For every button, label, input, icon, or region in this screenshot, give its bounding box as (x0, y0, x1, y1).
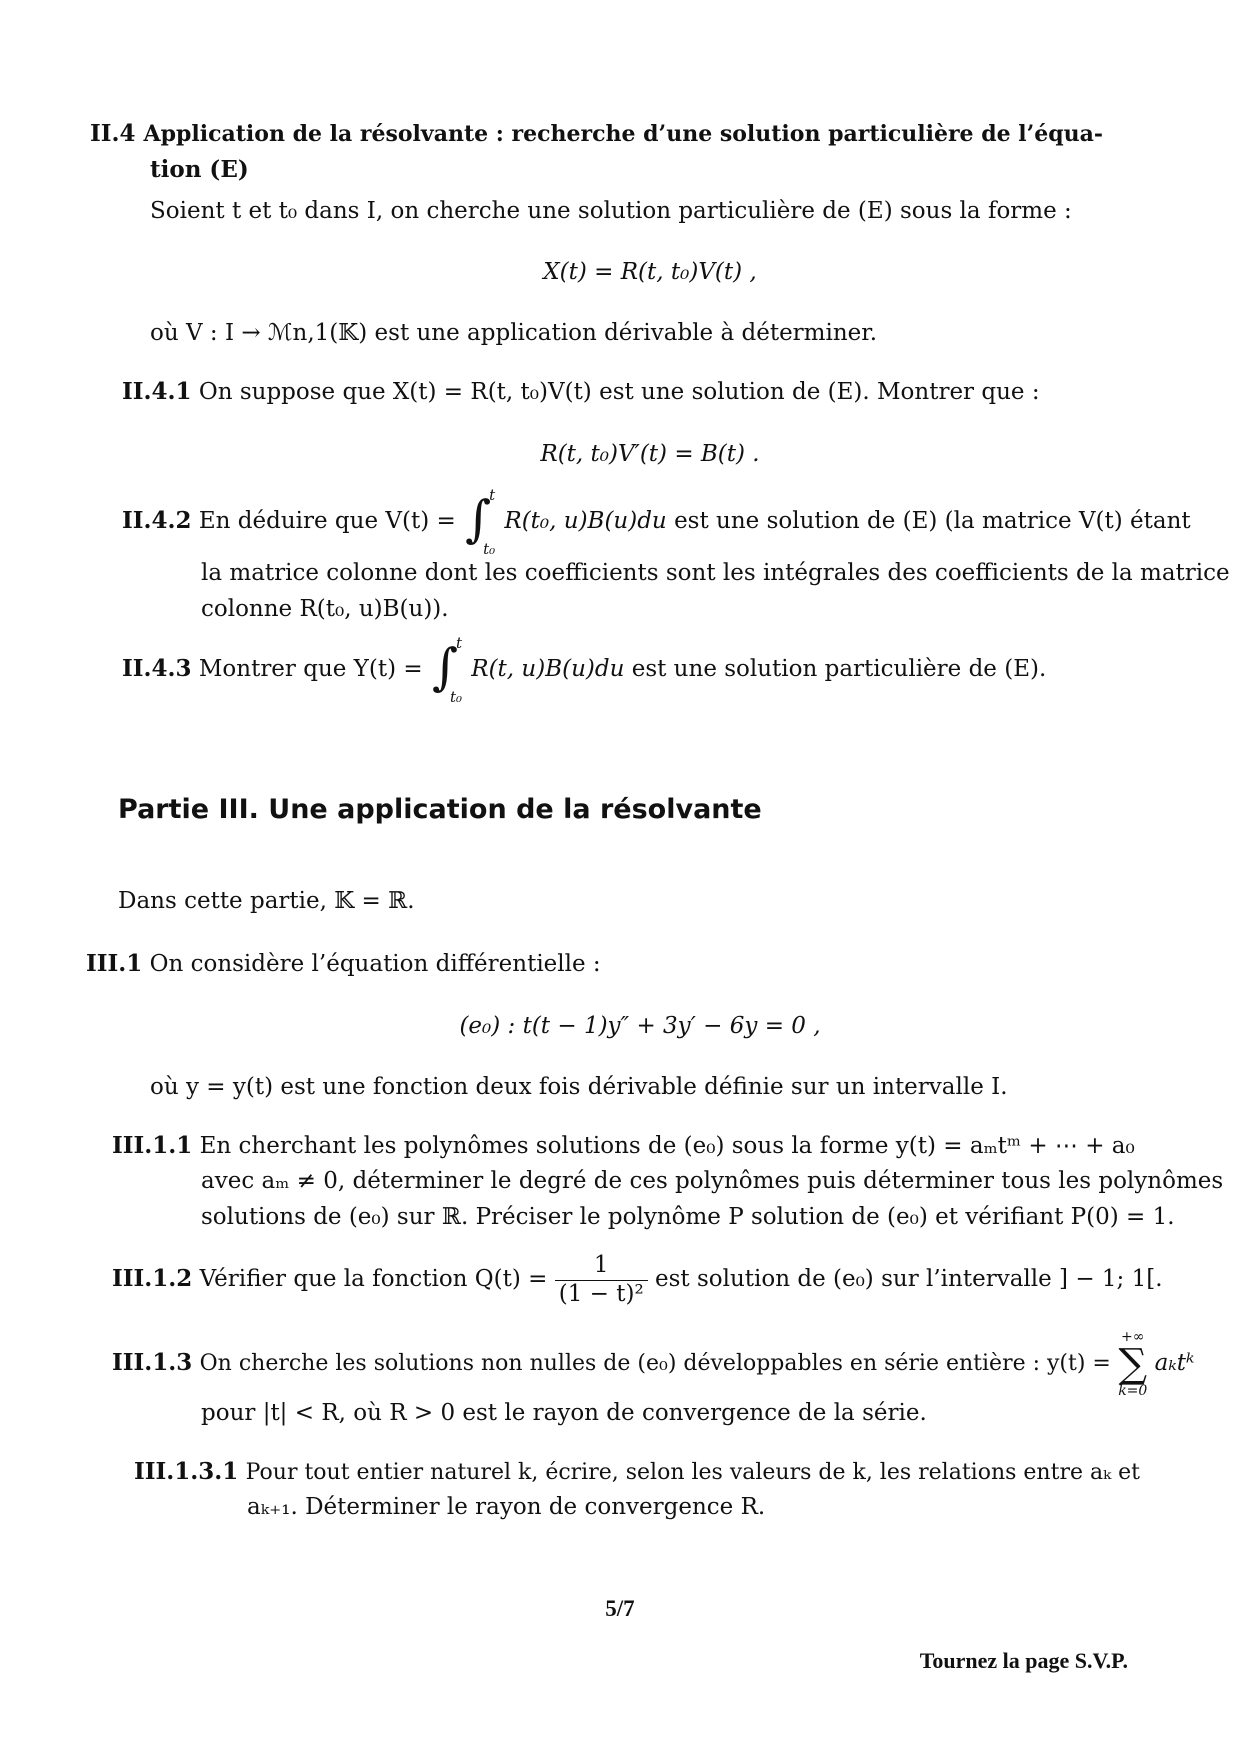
question-III12 (112, 1252, 1163, 1308)
question-text-pre: On cherche les solutions non nulles de (e₀) développables en série entière : y(t) = (199, 1351, 1111, 1376)
part-intro: Dans cette partie, 𝕂 = ℝ. (118, 888, 415, 914)
fraction-denominator: (1 − t)² (558, 1280, 644, 1307)
part-title: Partie III. Une application de la résolvante (118, 794, 762, 825)
sum-upper-limit: +∞ (1121, 1329, 1145, 1345)
section-heading-II4 (90, 118, 1103, 150)
question-text-line1: Pour tout entier naturel k, écrire, selon les valeurs de k, les relations entre aₖ et (245, 1460, 1140, 1485)
question-II42-line2: la matrice colonne dont les coefficients sont les intégrales des coefficients de la matrice (201, 560, 1230, 586)
question-III13-line2: pour |t| < R, où R > 0 est le rayon de convergence de la série. (201, 1400, 927, 1426)
question-III11-line2: avec aₘ ≠ 0, déterminer le degré de ces polynômes puis déterminer tous les polynômes (201, 1168, 1224, 1194)
question-III131 (134, 1456, 1140, 1488)
integral-lower-limit: t₀ (449, 688, 462, 706)
fraction (555, 1252, 648, 1308)
fraction-numerator: 1 (555, 1252, 648, 1281)
question-number: III.1.3 (112, 1349, 193, 1376)
turn-page-note: Tournez la page S.V.P. (919, 1648, 1128, 1673)
question-number: II.4.2 (122, 507, 192, 534)
question-II41 (122, 376, 1040, 408)
question-text: On suppose que X(t) = R(t, t₀)V(t) est une solution de (E). Montrer que : (198, 379, 1040, 405)
question-III11-line3: solutions de (e₀) sur ℝ. Préciser le polynôme P solution de (e₀) et vérifiant P(0) = 1. (201, 1204, 1175, 1230)
question-text-post: est solution de (e₀) sur l’intervalle ] − 1; 1[. (655, 1266, 1163, 1293)
integrand: R(t₀, u)B(u)du (504, 508, 667, 534)
section-number: II.4 (90, 120, 136, 147)
question-number: III.1.2 (112, 1265, 193, 1293)
question-number: III.1.1 (112, 1132, 193, 1159)
section-where: où V : I → ℳn,1(𝕂) est une application dérivable à déterminer. (150, 320, 878, 346)
page-number: 5/7 (605, 1596, 635, 1621)
section-title-line1: Application de la résolvante : recherche d’une solution particulière de l’équa- (143, 121, 1104, 147)
question-text-pre: Vérifier que la fonction Q(t) = (199, 1266, 548, 1293)
question-III1-where: où y = y(t) est une fonction deux fois dérivable définie sur un intervalle I. (150, 1074, 1008, 1100)
question-number: III.1.3.1 (134, 1458, 239, 1485)
integrand: R(t, u)B(u)du (471, 656, 625, 682)
integral-sign: ∫ t t₀ (431, 634, 462, 706)
equation-X: X(t) = R(t, t₀)V(t) , (543, 259, 757, 285)
section-title-line2: tion (E) (150, 156, 249, 183)
question-III11 (112, 1130, 1135, 1162)
summation: +∞ ∑ k=0 (1118, 1329, 1148, 1399)
equation-RV: R(t, t₀)V′(t) = B(t) . (540, 441, 760, 467)
sum-lower-limit: k=0 (1118, 1383, 1148, 1399)
section-intro: Soient t et t₀ dans I, on cherche une solution particulière de (E) sous la forme : (150, 198, 1072, 224)
question-text-pre: En déduire que V(t) = (198, 508, 456, 534)
question-II43 (122, 634, 1047, 706)
question-number: III.1 (86, 950, 143, 977)
question-III13 (112, 1330, 1194, 1398)
question-III131-line2: aₖ₊₁. Déterminer le rayon de convergence R. (247, 1494, 766, 1520)
integral-sign: ∫ t t₀ (465, 486, 496, 558)
sum-term: aₖtᵏ (1154, 1350, 1195, 1376)
question-number: II.4.1 (122, 378, 192, 405)
integral-upper-limit: t (455, 634, 462, 652)
integral-lower-limit: t₀ (483, 540, 496, 558)
question-text-pre: Montrer que Y(t) = (198, 656, 423, 682)
question-text-post: est une solution particulière de (E). (631, 656, 1047, 682)
question-II42-line3: colonne R(t₀, u)B(u)). (201, 596, 449, 622)
question-text-line1: En cherchant les polynômes solutions de (e₀) sous la forme y(t) = aₘtᵐ + ⋯ + a₀ (199, 1133, 1135, 1159)
equation-e0: (e₀) : t(t − 1)y″ + 3y′ − 6y = 0 , (459, 1013, 821, 1039)
question-III1 (86, 948, 601, 980)
question-text: On considère l’équation différentielle : (149, 951, 601, 977)
question-II42 (122, 486, 1191, 558)
question-text-post: est une solution de (E) (la matrice V(t) étant (674, 508, 1191, 534)
question-number: II.4.3 (122, 655, 192, 682)
integral-upper-limit: t (489, 486, 496, 504)
